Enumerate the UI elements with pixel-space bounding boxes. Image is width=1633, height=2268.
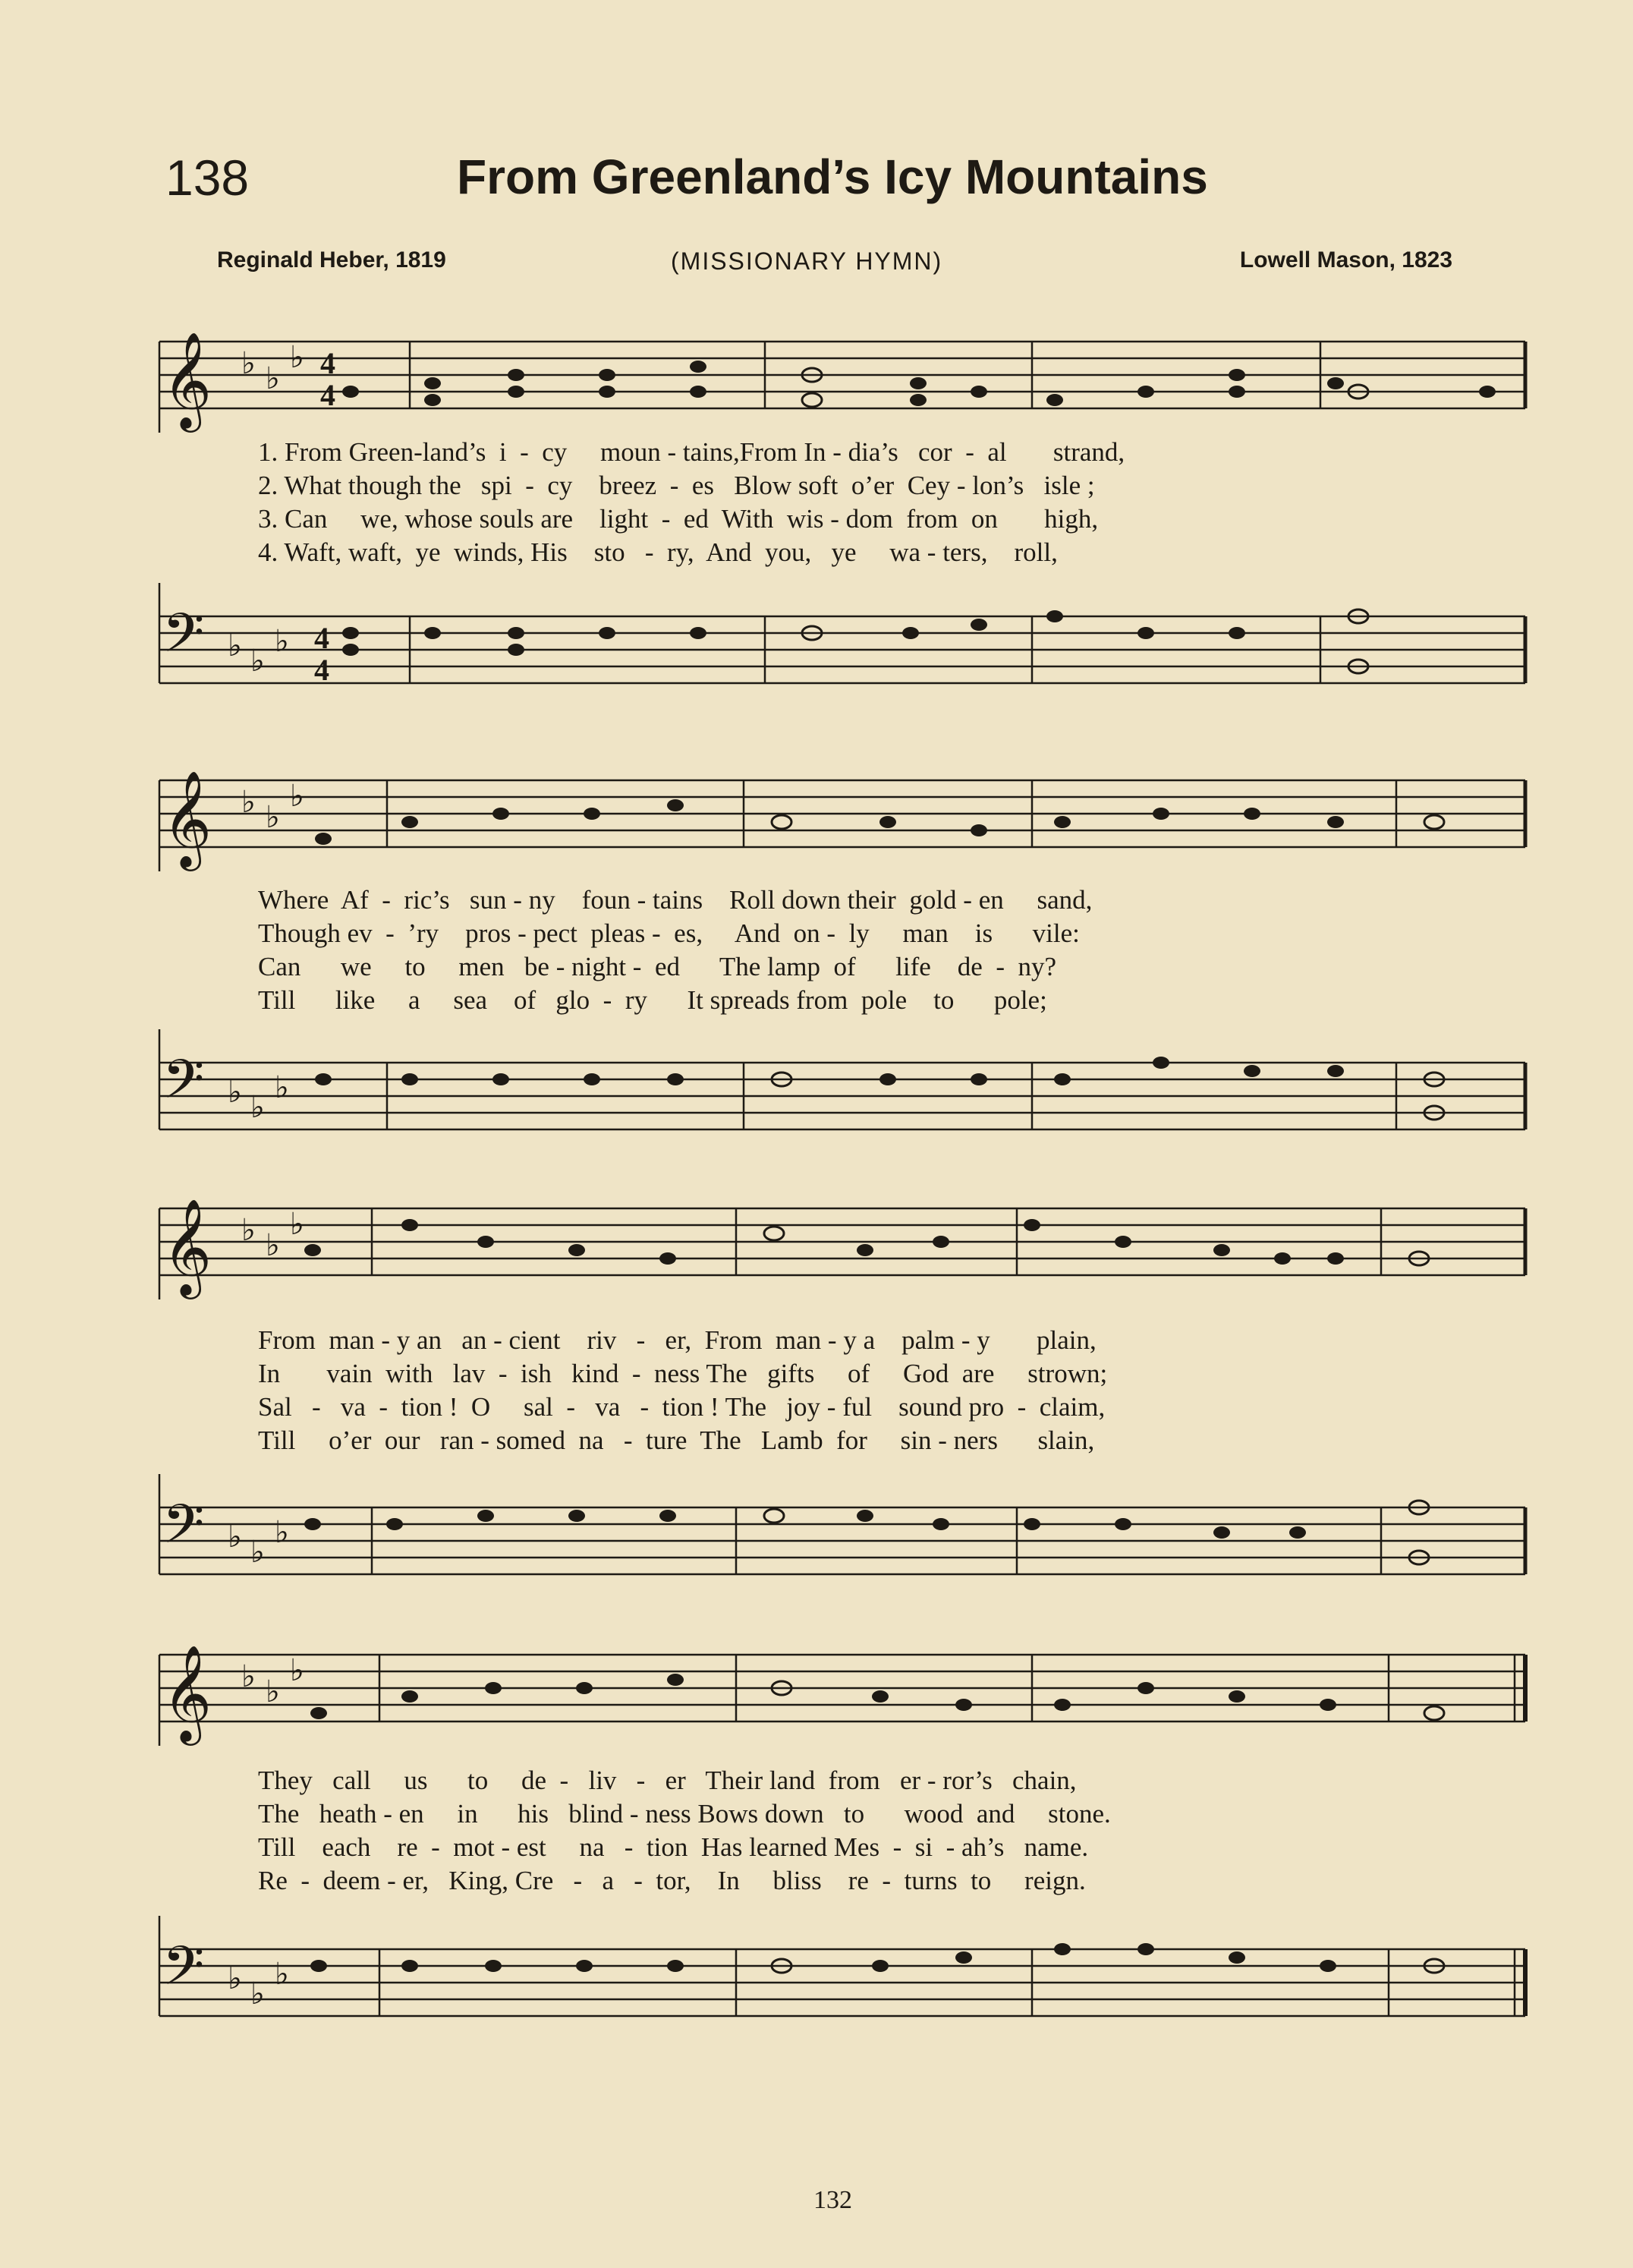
svg-text:♭: ♭ (228, 1520, 242, 1554)
svg-text:♭: ♭ (290, 1207, 304, 1241)
svg-text:♭: ♭ (275, 1070, 289, 1104)
svg-text:♭: ♭ (250, 1090, 265, 1124)
lyric-line: Till each re - mot - est na - tion Has learned Mes - si - ah’s name. (258, 1832, 1089, 1862)
treble-staff-1 (152, 319, 1530, 433)
svg-text:𝄞: 𝄞 (162, 770, 212, 867)
svg-text:♭: ♭ (250, 644, 265, 678)
svg-text:♭: ♭ (228, 628, 242, 663)
svg-text:♭: ♭ (250, 1535, 265, 1569)
svg-text:♭: ♭ (266, 1228, 280, 1262)
music-credit: Lowell Mason, 1823 (1239, 247, 1452, 272)
page-number: 132 (813, 2186, 852, 2214)
hymn-title: From Greenland’s Icy Mountains (457, 150, 1208, 204)
svg-text:♭: ♭ (266, 361, 280, 395)
svg-text:𝄢: 𝄢 (162, 1935, 205, 2011)
svg-text:♭: ♭ (275, 624, 289, 658)
lyric-line: They call us to de - liv - er Their land from er - ror’s chain, (258, 1766, 1077, 1795)
lyric-line: Sal - va - tion ! O sal - va - tion ! The joy - ful sound pro - claim, (258, 1392, 1106, 1422)
svg-text:♭: ♭ (275, 1957, 289, 1991)
lyric-line: In vain with lav - ish kind - ness The gifts of God are strown; (258, 1359, 1108, 1388)
svg-text:𝄢: 𝄢 (162, 1493, 205, 1569)
svg-text:♭: ♭ (290, 779, 304, 813)
lyrics-system-4 (258, 1766, 1533, 1899)
svg-text:♭: ♭ (228, 1075, 242, 1109)
lyric-line: Till like a sea of glo - ry It spreads from pole to pole; (258, 985, 1047, 1015)
lyrics-system-3 (258, 1325, 1533, 1459)
hymn-number: 138 (165, 150, 250, 206)
svg-text:♭: ♭ (241, 785, 256, 819)
lyric-line: Though ev - ’ry pros - pect pleas - es, And on - ly man is vile: (258, 918, 1080, 948)
lyric-line: Where Af - ric’s sun - ny foun - tains Roll down their gold - en sand, (258, 885, 1093, 915)
lyric-line: 1. From Green-land’s i - cy moun - tains,From In - dia’s cor - al strand, (258, 437, 1125, 467)
bass-staff-3 (152, 1474, 1530, 1588)
svg-text:♭: ♭ (290, 340, 304, 374)
svg-text:𝄞: 𝄞 (162, 1644, 212, 1741)
svg-text:♭: ♭ (266, 1674, 280, 1709)
lyric-line: 2. What though the spi - cy breez - es Blow soft o’er Cey - lon’s isle ; (258, 471, 1095, 500)
svg-text:4: 4 (314, 653, 329, 687)
svg-text:♭: ♭ (250, 1977, 265, 2011)
lyric-line: Till o’er our ran - somed na - ture The Lamb for sin - ners slain, (258, 1425, 1095, 1455)
svg-text:♭: ♭ (290, 1653, 304, 1687)
svg-text:4: 4 (320, 346, 335, 380)
svg-text:𝄢: 𝄢 (162, 602, 205, 678)
treble-staff-4 (152, 1632, 1530, 1746)
lyric-line: Re - deem - er, King, Cre - a - tor, In bliss re - turns to reign. (258, 1866, 1086, 1895)
bass-staff-2 (152, 1029, 1530, 1143)
lyric-line: Can we to men be - night - ed The lamp of life de - ny? (258, 952, 1057, 981)
svg-text:♭: ♭ (241, 1213, 256, 1247)
svg-text:♭: ♭ (275, 1515, 289, 1549)
svg-text:♭: ♭ (266, 800, 280, 834)
svg-text:♭: ♭ (228, 1961, 242, 1996)
svg-text:4: 4 (314, 621, 329, 655)
lyric-line: 3. Can we, whose souls are light - ed With wis - dom from on high, (258, 504, 1099, 534)
bass-staff-1 (152, 583, 1530, 697)
lyrics-system-1 (258, 437, 1533, 571)
svg-text:4: 4 (320, 378, 335, 412)
svg-text:𝄞: 𝄞 (162, 1198, 212, 1295)
lyric-line: The heath - en in his blind - ness Bows down to wood and stone. (258, 1799, 1111, 1829)
lyric-line: 4. Waft, waft, ye winds, His sto - ry, And you, ye wa - ters, roll, (258, 537, 1058, 567)
svg-text:𝄢: 𝄢 (162, 1048, 205, 1124)
bass-staff-4 (152, 1916, 1530, 2030)
lyrics-system-2 (258, 885, 1533, 1019)
svg-text:♭: ♭ (241, 1659, 256, 1693)
svg-text:𝄞: 𝄞 (162, 331, 212, 428)
tune-name: (MISSIONARY HYMN) (671, 247, 943, 275)
words-credit: Reginald Heber, 1819 (217, 247, 446, 272)
treble-staff-2 (152, 758, 1530, 871)
svg-text:♭: ♭ (241, 346, 256, 380)
treble-staff-3 (152, 1186, 1530, 1299)
lyric-line: From man - y an an - cient riv - er, From man - y a palm - y plain, (258, 1325, 1097, 1355)
